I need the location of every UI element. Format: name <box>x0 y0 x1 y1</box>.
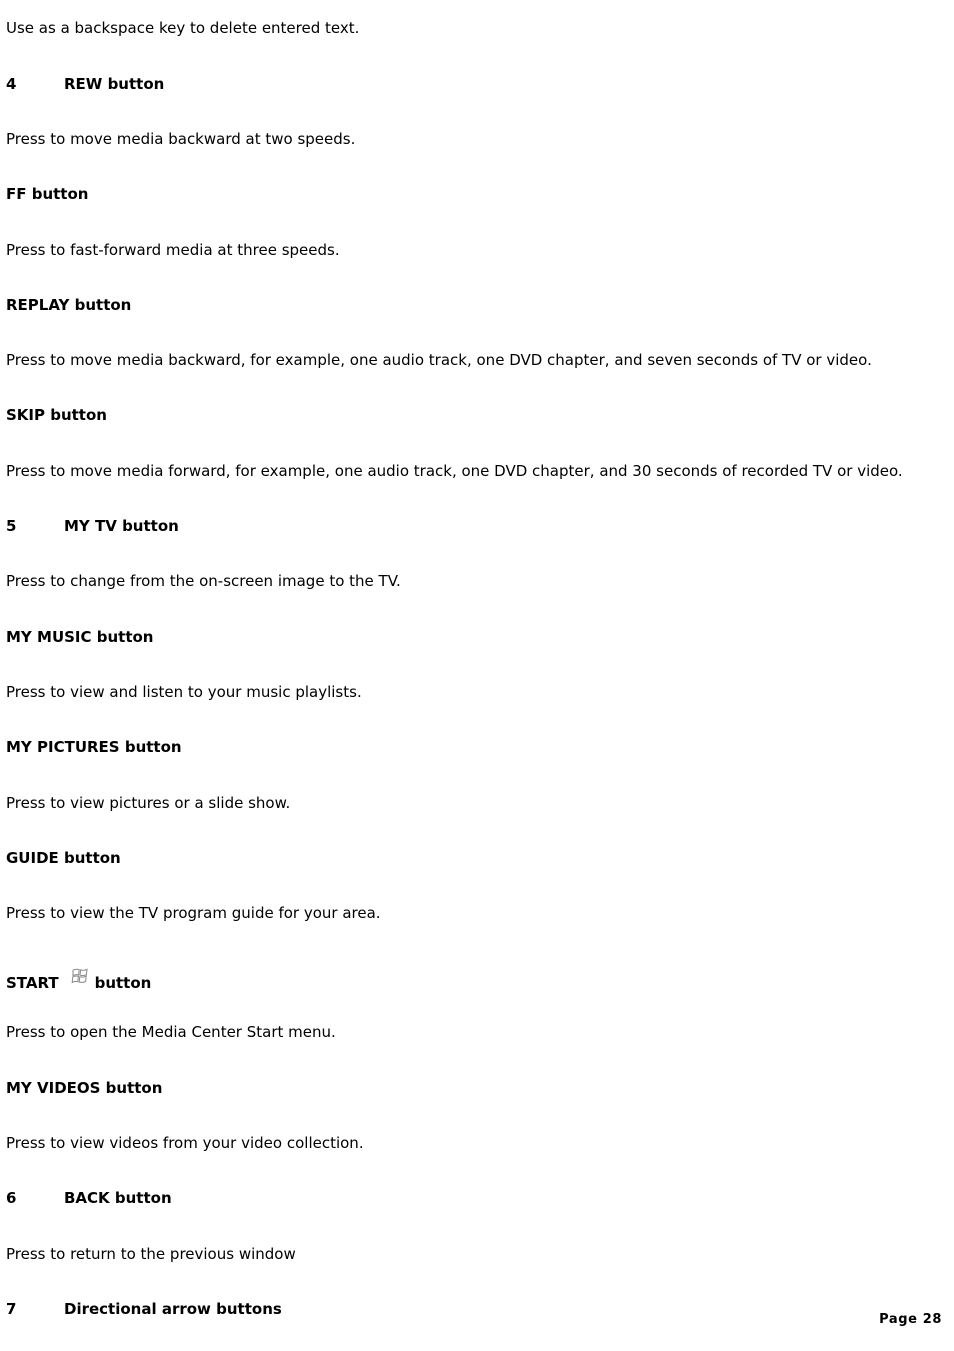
back-title: BACK button <box>64 1189 172 1207</box>
my-pictures-heading: MY PICTURES button <box>6 738 182 756</box>
replay-description: Press to move media backward, for example, one audio track, one DVD chapter, and seven seconds of TV or video. <box>6 351 872 369</box>
guide-heading: GUIDE button <box>6 849 121 867</box>
start-heading <box>6 967 151 993</box>
start-title: START <box>6 974 59 992</box>
guide-description: Press to view the TV program guide for your area. <box>6 904 381 922</box>
start-description: Press to open the Media Center Start menu. <box>6 1023 336 1041</box>
item-number: 5 <box>6 517 17 535</box>
windows-logo-icon <box>71 967 89 985</box>
item-number: 4 <box>6 75 17 93</box>
page-number: Page 28 <box>879 1312 942 1327</box>
item-number: 7 <box>6 1300 17 1318</box>
ff-heading: FF button <box>6 185 89 203</box>
rew-description: Press to move media backward at two speeds. <box>6 130 356 148</box>
my-tv-heading <box>6 516 179 536</box>
back-heading <box>6 1188 172 1208</box>
rew-heading <box>6 74 164 94</box>
my-music-description: Press to view and listen to your music playlists. <box>6 683 362 701</box>
back-description: Press to return to the previous window <box>6 1245 296 1263</box>
my-tv-description: Press to change from the on-screen image to the TV. <box>6 572 401 590</box>
my-tv-title: MY TV button <box>64 517 179 535</box>
ff-description: Press to fast-forward media at three speeds. <box>6 241 340 259</box>
my-music-heading: MY MUSIC button <box>6 628 154 646</box>
my-videos-heading: MY VIDEOS button <box>6 1079 163 1097</box>
directional-arrows-heading <box>6 1299 282 1319</box>
backspace-description: Use as a backspace key to delete entered text. <box>6 19 360 37</box>
replay-heading: REPLAY button <box>6 296 132 314</box>
my-videos-description: Press to view videos from your video collection. <box>6 1134 364 1152</box>
my-pictures-description: Press to view pictures or a slide show. <box>6 794 291 812</box>
skip-heading: SKIP button <box>6 406 107 424</box>
start-title-suffix: button <box>94 974 152 992</box>
rew-title: REW button <box>64 75 165 93</box>
directional-arrows-title: Directional arrow buttons <box>64 1300 282 1318</box>
skip-description: Press to move media forward, for example, one audio track, one DVD chapter, and 30 seconds of recorded TV or video. <box>6 462 903 480</box>
item-number: 6 <box>6 1189 17 1207</box>
